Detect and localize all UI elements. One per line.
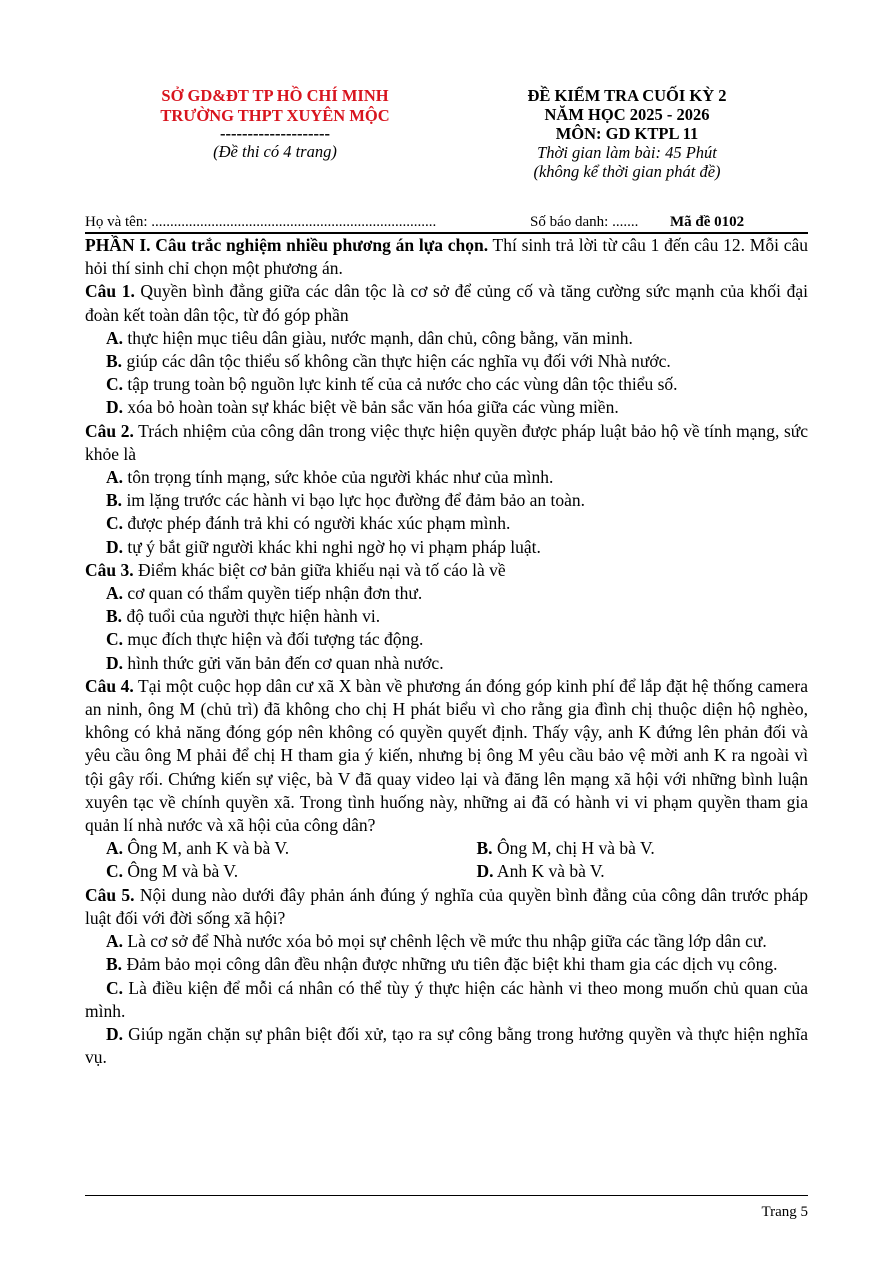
option-key: D. xyxy=(106,652,124,673)
option-text: Anh K và bà V. xyxy=(493,861,605,882)
part-instruction: Thí sinh trả lời từ câu 1 đến câu 12. Mỗi câu hỏi thí sinh chỉ chọn một phương án. xyxy=(85,235,809,279)
option[interactable] xyxy=(85,582,808,605)
option-row xyxy=(85,860,808,883)
question-text: Điểm khác biệt cơ bản giữa khiếu nại và tố cáo là về xyxy=(133,559,506,580)
part-title: PHẦN I. Câu trắc nghiệm nhiều phương án lựa chọn. xyxy=(85,235,489,255)
option[interactable] xyxy=(85,837,447,860)
option-key: C. xyxy=(106,977,124,998)
question-5 xyxy=(85,884,808,930)
option-text: Giúp ngăn chặn sự phân biệt đối xử, tạo ra sự công bằng trong hưởng quyền và thực hiện nghĩa vụ. xyxy=(85,1023,808,1068)
question-number: Câu 4. xyxy=(85,675,134,696)
header-left xyxy=(120,86,430,162)
option[interactable] xyxy=(85,953,808,976)
option-key: D. xyxy=(476,861,494,882)
option[interactable] xyxy=(85,930,808,953)
question-text: Trách nhiệm của công dân trong việc thực hiện quyền được pháp luật bảo hộ về tính mạng, sức khỏe là xyxy=(85,420,809,464)
option-text: Là điều kiện để mỗi cá nhân có thể tùy ý thực hiện các hành vi theo mong muốn chủ quan của mình. xyxy=(85,977,808,1021)
option-key: A. xyxy=(106,467,124,488)
option[interactable] xyxy=(85,396,808,419)
option-key: B. xyxy=(476,838,493,859)
school-year: NĂM HỌC 2025 - 2026 xyxy=(544,105,710,124)
question-text: Nội dung nào dưới đây phản ánh đúng ý nghĩa của quyền bình đẳng của công dân trước pháp luật đối với đời sống xã hội? xyxy=(85,884,809,928)
option-key: A. xyxy=(106,931,124,952)
option-text: Ông M và bà V. xyxy=(123,861,239,882)
header-right xyxy=(482,86,772,181)
option-text: tự ý bắt giữ người khác khi nghi ngờ họ vi phạm pháp luật. xyxy=(123,536,541,557)
question-text: Tại một cuộc họp dân cư xã X bàn về phương án đóng góp kinh phí để lắp đặt hệ thống camera an ninh, ông M (chủ trì) đã không cho chị H phát biểu vì cho rằng gia đình chị thuộc diện hộ nghèo, không có khả năng đóng góp nên không có quyền quyết định. Thấy vậy, anh K đứng lên phản đối và yêu cầu ông M phải để chị H tham gia ý kiến, nhưng bị ông M yêu cầu bảo vệ mời anh K ra ngoài vì tội gây rối. Chứng kiến sự việc, bà V đã quay video lại và đăng lên mạng xã hội với những bình luận xuyên tạc về chính quyền xã. Trong tình huống này, những ai đã có hành vi vi phạm quyền tham gia quản lí nhà nước và xã hội của công dân? xyxy=(85,675,808,836)
exam-time: Thời gian làm bài: 45 Phút xyxy=(537,143,717,162)
school-name: TRƯỜNG THPT XUYÊN MỘC xyxy=(160,106,390,125)
option-text: mục đích thực hiện và đối tượng tác động. xyxy=(123,629,424,650)
option-key: B. xyxy=(106,351,123,372)
option-text: tập trung toàn bộ nguồn lực kinh tế của cả nước cho các vùng dân tộc thiểu số. xyxy=(123,374,678,395)
part-heading xyxy=(85,234,808,280)
option[interactable] xyxy=(85,512,808,535)
footer-divider xyxy=(85,1195,808,1196)
option-text: Là cơ sở để Nhà nước xóa bỏ mọi sự chênh lệch về mức thu nhập giữa các tầng lớp dân cư. xyxy=(123,931,767,952)
option[interactable] xyxy=(85,605,808,628)
question-number: Câu 1. xyxy=(85,281,135,302)
option-key: D. xyxy=(106,1023,124,1044)
option[interactable] xyxy=(85,489,808,512)
student-name-field: Họ và tên: ............................................................................ xyxy=(85,214,437,230)
option[interactable] xyxy=(85,1023,808,1069)
option[interactable] xyxy=(85,373,808,396)
page-number: Trang 5 xyxy=(761,1204,808,1220)
option-text: thực hiện mục tiêu dân giàu, nước mạnh, dân chủ, công bằng, văn minh. xyxy=(123,327,633,348)
option-key: A. xyxy=(106,838,124,859)
question-3 xyxy=(85,559,808,582)
question-number: Câu 5. xyxy=(85,884,135,905)
question-number: Câu 3. xyxy=(85,559,134,580)
subject: MÔN: GD KTPL 11 xyxy=(555,124,699,143)
option-text: hình thức gửi văn bản đến cơ quan nhà nước. xyxy=(123,652,444,673)
option-text: được phép đánh trả khi có người khác xúc phạm mình. xyxy=(123,513,511,534)
question-2 xyxy=(85,420,808,466)
question-4 xyxy=(85,675,808,837)
exam-code: Mã đề 0102 xyxy=(670,214,745,230)
exam-title: ĐỀ KIỂM TRA CUỐI KỲ 2 xyxy=(527,86,727,105)
option-key: C. xyxy=(106,861,124,882)
option-key: B. xyxy=(106,954,123,975)
option[interactable] xyxy=(447,860,809,883)
option-text: Ông M, chị H và bà V. xyxy=(492,838,655,859)
option[interactable] xyxy=(85,628,808,651)
option-key: C. xyxy=(106,629,124,650)
option-text: Đảm bảo mọi công dân đều nhận được những ưu tiên đặc biệt khi tham gia các dịch vụ công. xyxy=(122,954,778,975)
exam-content xyxy=(85,234,808,1069)
option-text: giúp các dân tộc thiểu số không cần thực hiện các nghĩa vụ đối với Nhà nước. xyxy=(122,351,671,372)
option-text: độ tuổi của người thực hiện hành vi. xyxy=(122,606,381,627)
option-key: B. xyxy=(106,606,123,627)
option-key: C. xyxy=(106,513,124,534)
student-info-row xyxy=(85,212,808,234)
option[interactable] xyxy=(85,466,808,489)
option[interactable] xyxy=(85,652,808,675)
option-key: A. xyxy=(106,583,124,604)
option-key: D. xyxy=(106,536,124,557)
option-text: tôn trọng tính mạng, sức khỏe của người khác như của mình. xyxy=(123,467,554,488)
question-text: Quyền bình đẳng giữa các dân tộc là cơ sở để củng cố và tăng cường sức mạnh của khối đại đoàn kết toàn dân tộc, từ đó góp phần xyxy=(85,281,808,325)
option[interactable] xyxy=(447,837,809,860)
question-1 xyxy=(85,280,808,326)
option-text: Ông M, anh K và bà V. xyxy=(123,838,290,859)
option-key: C. xyxy=(106,374,124,395)
option[interactable] xyxy=(85,536,808,559)
exam-time-note: (không kể thời gian phát đề) xyxy=(533,162,721,181)
option[interactable] xyxy=(85,350,808,373)
option-key: B. xyxy=(106,490,123,511)
option-text: cơ quan có thẩm quyền tiếp nhận đơn thư. xyxy=(123,583,423,604)
student-id-field: Số báo danh: ....... xyxy=(530,214,639,230)
option-row xyxy=(85,837,808,860)
page-count-note: (Đề thi có 4 trang) xyxy=(213,142,337,161)
option[interactable] xyxy=(85,860,447,883)
header-separator: -------------------- xyxy=(220,124,330,143)
option-key: A. xyxy=(106,327,124,348)
option-key: D. xyxy=(106,397,124,418)
department-name: SỞ GD&ĐT TP HỒ CHÍ MINH xyxy=(161,86,389,105)
option-text: xóa bỏ hoàn toàn sự khác biệt về bản sắc văn hóa giữa các vùng miền. xyxy=(123,397,619,418)
option-text: im lặng trước các hành vi bạo lực học đường để đảm bảo an toàn. xyxy=(122,490,585,511)
question-number: Câu 2. xyxy=(85,420,134,441)
option[interactable] xyxy=(85,327,808,350)
option[interactable] xyxy=(85,977,808,1023)
